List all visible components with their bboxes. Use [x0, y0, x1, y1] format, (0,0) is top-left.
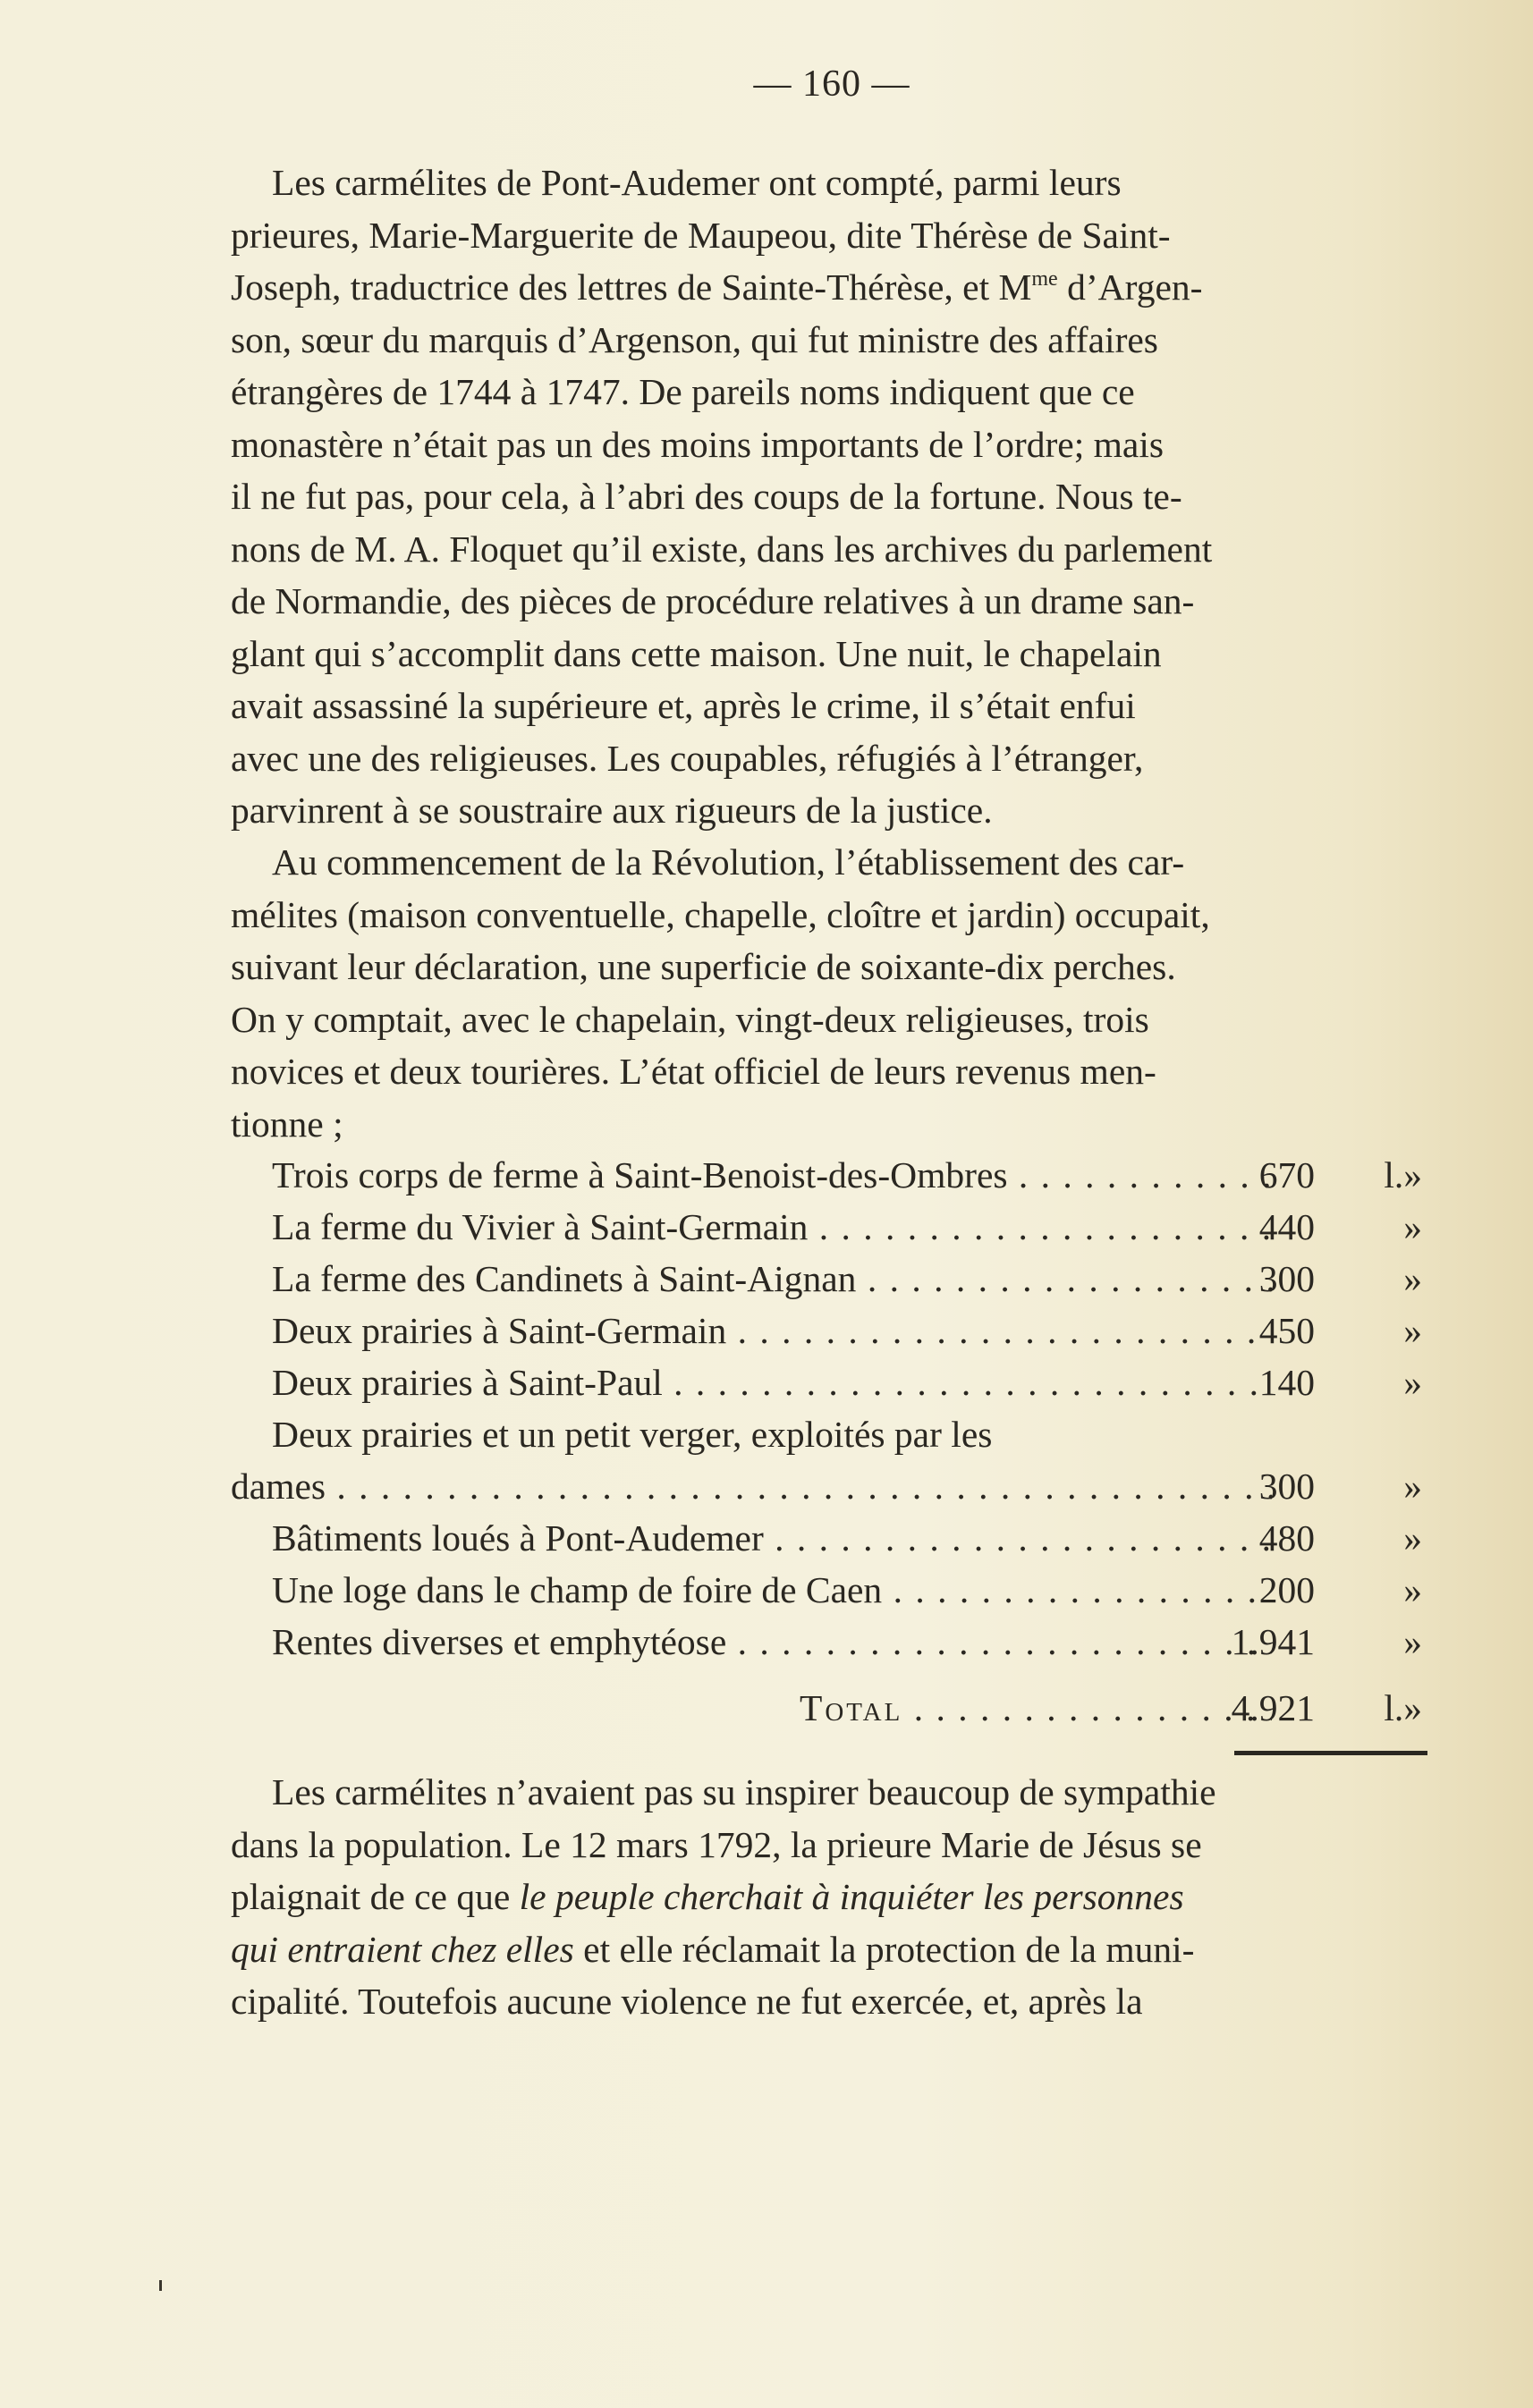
- row-label: Deux prairies à Saint-Paul . . .: [272, 1356, 1272, 1408]
- paragraph-3-line: dans la population. Le 12 mars 1792, la prieure Marie de Jésus se: [231, 1823, 1202, 1865]
- table-row: [231, 1616, 1427, 1668]
- paragraph-1-line: [231, 261, 1427, 314]
- row-unit: »: [1403, 1517, 1422, 1559]
- row-unit: »: [1403, 1310, 1422, 1351]
- paper-speck: [159, 2280, 162, 2291]
- table-row: [231, 1564, 1427, 1616]
- paragraph-2-line: On y comptait, avec le chapelain, vingt-deux religieuses, trois: [231, 998, 1149, 1040]
- paragraph-3-line: [231, 1871, 1427, 1923]
- row-unit: »: [1403, 1466, 1422, 1507]
- row-label: Deux prairies à Saint-Germain . . .: [272, 1305, 1272, 1356]
- superscript: me: [1031, 267, 1058, 291]
- paragraph-1-line: de Normandie, des pièces de procédure relatives à un drame san-: [231, 580, 1195, 621]
- row-amount: 440: [1258, 1206, 1315, 1247]
- row-unit: »: [1403, 1621, 1422, 1662]
- paragraph-1-line: avec une des religieuses. Les coupables, réfugiés à l’étranger,: [231, 737, 1144, 779]
- paragraph-3-line: Les carmélites n’avaient pas su inspirer beaucoup de sympathie: [272, 1771, 1216, 1812]
- row-label: Une loge dans le champ de foire de Caen . . .: [272, 1564, 1272, 1616]
- line-text: Joseph, traductrice des lettres de Sainte-Thérèse, et M: [231, 266, 1032, 308]
- table-row: [231, 1512, 1427, 1564]
- table-row: [231, 1408, 1427, 1460]
- table-row: [231, 1149, 1427, 1201]
- row-amount: 450: [1258, 1310, 1315, 1351]
- row-amount: 1.941: [1231, 1621, 1315, 1662]
- row-unit: »: [1403, 1258, 1422, 1299]
- row-amount: 480: [1258, 1517, 1315, 1559]
- page-number: — 160 —: [753, 63, 910, 105]
- paragraph-2-line: mélites (maison conventuelle, chapelle, cloître et jardin) occupait,: [231, 893, 1210, 935]
- total-row: [231, 1682, 1427, 1734]
- paragraph-3-line: cipalité. Toutefois aucune violence ne fut exercée, et, après la: [231, 1981, 1143, 2022]
- row-unit: »: [1403, 1206, 1422, 1247]
- total-amount: 4.921: [1231, 1687, 1315, 1728]
- row-label: dames . . .: [231, 1460, 1272, 1512]
- paragraph-2-line: Au commencement de la Révolution, l’établissement des car-: [272, 841, 1185, 883]
- row-label: Trois corps de ferme à Saint-Benoist-des-Ombres . . .: [272, 1149, 1272, 1201]
- paragraph-3-line: [231, 1923, 1427, 1976]
- row-label: Deux prairies et un petit verger, exploités par les: [272, 1414, 993, 1455]
- paragraph-1-line: prieures, Marie-Marguerite de Maupeou, dite Thérèse de Saint-: [231, 214, 1171, 256]
- row-amount: 300: [1258, 1466, 1315, 1507]
- row-label: Bâtiments loués à Pont-Audemer . . .: [272, 1512, 1272, 1564]
- paragraph-2: [231, 836, 1427, 1150]
- row-amount: 140: [1258, 1362, 1315, 1403]
- line-text: d’Argen-: [1057, 266, 1203, 308]
- paragraph-1-line: parvinrent à se soustraire aux rigueurs de la justice.: [231, 790, 993, 831]
- total-label: Total . . .: [800, 1682, 1272, 1734]
- italic-quote: le peuple cherchait à inquiéter les personnes: [519, 1876, 1184, 1917]
- total-unit: l.»: [1384, 1687, 1422, 1728]
- revenue-table: [231, 1149, 1427, 1734]
- row-unit: »: [1403, 1569, 1422, 1610]
- row-label: La ferme des Candinets à Saint-Aignan . . .: [272, 1253, 1272, 1305]
- paragraph-3: [231, 1766, 1427, 2028]
- line-text: et elle réclamait la protection de la muni-: [573, 1928, 1195, 1970]
- paragraph-2-line: novices et deux tourières. L’état officiel de leurs revenus men-: [231, 1051, 1156, 1092]
- paragraph-1-line: étrangères de 1744 à 1747. De pareils noms indiquent que ce: [231, 371, 1135, 412]
- total-underline: [1234, 1751, 1427, 1755]
- paragraph-1-line: monastère n’était pas un des moins importants de l’ordre; mais: [231, 423, 1165, 465]
- paragraph-2-line: tionne ;: [231, 1103, 343, 1145]
- table-row: [231, 1305, 1427, 1356]
- row-amount: 200: [1258, 1569, 1315, 1610]
- paragraph-1-line: avait assassiné la supérieure et, après le crime, il s’était enfui: [231, 685, 1136, 726]
- row-label: La ferme du Vivier à Saint-Germain . . .: [272, 1201, 1272, 1253]
- paragraph-1-line: il ne fut pas, pour cela, à l’abri des coups de la fortune. Nous te-: [231, 476, 1182, 517]
- paragraph-2-line: suivant leur déclaration, une superficie de soixante-dix perches.: [231, 946, 1176, 987]
- paragraph-1-line: glant qui s’accomplit dans cette maison. Une nuit, le chapelain: [231, 632, 1162, 674]
- row-amount: 300: [1258, 1258, 1315, 1299]
- table-row: [231, 1253, 1427, 1305]
- line-text: plaignait de ce que: [231, 1876, 520, 1917]
- table-row: [231, 1460, 1427, 1512]
- paragraph-1-line: Les carmélites de Pont-Audemer ont compté, parmi leurs: [272, 162, 1122, 203]
- paragraph-1-line: nons de M. A. Floquet qu’il existe, dans les archives du parlement: [231, 528, 1213, 570]
- row-unit: »: [1403, 1362, 1422, 1403]
- row-amount: 670: [1258, 1154, 1315, 1196]
- table-row: [231, 1201, 1427, 1253]
- row-label: Rentes diverses et emphytéose . . .: [272, 1616, 1272, 1668]
- table-row: [231, 1356, 1427, 1408]
- paragraph-1-line: son, sœur du marquis d’Argenson, qui fut ministre des affaires: [231, 318, 1158, 360]
- row-unit: l.»: [1384, 1154, 1422, 1196]
- paragraph-1: [231, 156, 1427, 837]
- italic-quote: qui entraient chez elles: [231, 1928, 574, 1970]
